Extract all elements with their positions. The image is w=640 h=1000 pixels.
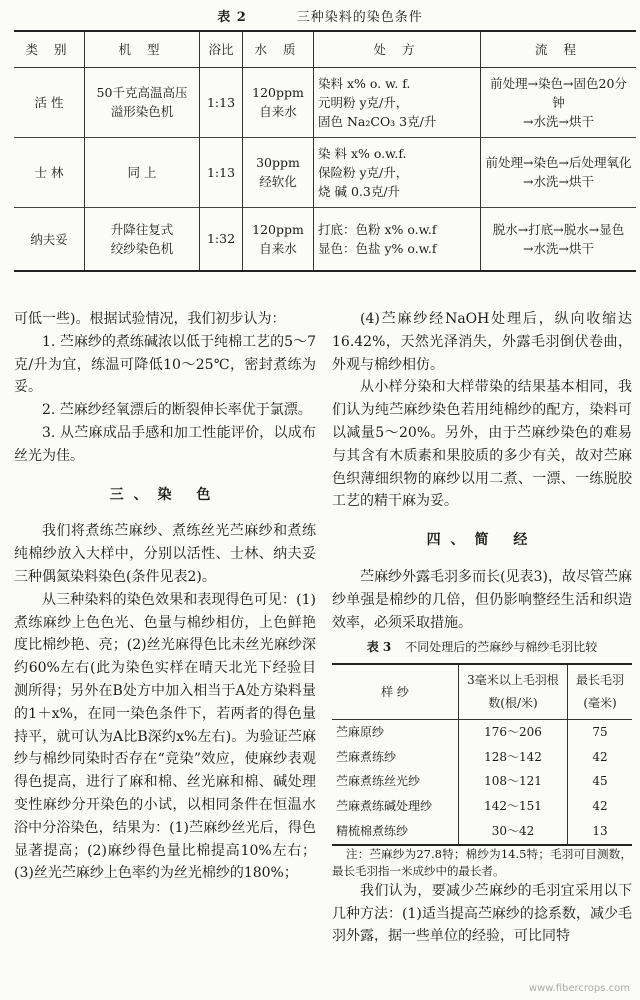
table-row [332, 719, 632, 744]
table2-row [14, 137, 636, 207]
cell-line: 脱水→打底→脱水→显色 [492, 221, 625, 237]
cell-line: 30ppm [256, 155, 300, 170]
paragraph: 可低一些)。根据试验情况，我们初步认为： [14, 311, 286, 327]
table2-cell-recipe [314, 207, 481, 271]
table3-cell-count: 30～42 [459, 819, 568, 845]
table2-header-recipe: 处 方 [314, 31, 481, 67]
cell-line: 前处理→染色→固色20分钟 [490, 75, 627, 110]
cell-line: 50千克高温高压 [96, 85, 188, 100]
cell-line: 同 上 [127, 164, 157, 180]
paragraph: 从小样分染和大样带染的结果基本相同，我们认为纯苎麻纱染色若用纯棉纱的配方，染料可以减量5～20%。另外，由于苎麻纱染色的难易与其含有木质素和果胶质的多少有关，故对苎麻色织薄细织物的麻纱以用二煮、一漂、一练脱胶工艺的精干麻为妥。 [332, 379, 632, 510]
table3-header-max: 最长毛羽(毫米) [568, 664, 633, 719]
table2-cell-water [243, 207, 314, 271]
cell-line: →水洗→烘干 [523, 240, 594, 256]
table2-cell-machine [85, 137, 200, 207]
table2-cell-machine [85, 67, 200, 137]
table2-cell-process [481, 207, 637, 271]
watermark: www.fibercrops.com [528, 983, 630, 994]
cell-line: 120ppm [252, 85, 304, 100]
table3-cell-sample: 精梳棉煮练纱 [336, 823, 409, 838]
list-item: 1. 苎麻纱的煮练碱浓以低于纯棉工艺的5～7克/升为宜，练温可降低10～25℃，密封煮练为妥。 [14, 333, 316, 396]
table2-cell-water [243, 137, 314, 207]
table-row [332, 745, 632, 770]
cell-line: 打底：色粉 x% o.w.f [318, 221, 437, 237]
section-heading-warping: 四、简 经 [426, 532, 538, 549]
table3-cell-count: 108～121 [459, 769, 568, 794]
table3 [332, 663, 632, 846]
table3-cell-sample: 苎麻原纱 [336, 724, 385, 739]
cell-line: 烧 碱 0.3克/升 [318, 183, 401, 199]
cell-line: 经软化 [259, 174, 297, 189]
table2-header-machine: 机 型 [85, 31, 200, 67]
table2-cell-type: 士 林 [34, 165, 64, 180]
cell-line: 染 料 x% o.w.f. [318, 145, 407, 161]
table2-header-process: 流 程 [481, 31, 637, 67]
table2-cell-ratio: 1:13 [200, 137, 243, 207]
table3-cell-max: 42 [568, 745, 633, 770]
table2-header-type: 类 别 [25, 42, 73, 58]
table2-label: 表 2 [217, 10, 247, 25]
paragraph: 我们将煮练苎麻纱、煮练丝光苎麻纱和煮练纯棉纱放入大样中，分别以活性、士林、纳夫妥三种偶氮染料染色(条件见表2)。 [14, 523, 316, 585]
table3-cell-count: 142～151 [459, 794, 568, 819]
table3-cell-sample: 苎麻煮练碱处理纱 [336, 799, 433, 814]
table2-cell-machine [85, 207, 200, 271]
table-row [332, 769, 632, 794]
table3-header-count: 3毫米以上毛羽根数(根/米) [459, 664, 568, 719]
table3-cell-count: 128～142 [459, 745, 568, 770]
cell-line: 升降往复式 [110, 221, 174, 237]
cell-line: 保险粉 y克/升， [318, 164, 409, 180]
cell-line: 自来水 [259, 240, 297, 256]
table3-title: 不同处理后的苎麻纱与棉纱毛羽比较 [405, 640, 598, 655]
cell-line: 元明粉 y克/升， [318, 94, 409, 110]
table2-row [14, 67, 636, 137]
cell-line: 绞纱染色机 [110, 240, 174, 256]
table2-cell-process [481, 67, 637, 137]
table2 [14, 30, 636, 272]
section-heading-dyeing: 三、染 色 [109, 486, 221, 503]
table2-cell-type: 活 性 [34, 95, 64, 110]
cell-line: 前处理→染色→后处理氧化 [485, 155, 632, 170]
table2-row [14, 207, 636, 271]
table2-caption [0, 6, 640, 25]
table3-caption [332, 636, 632, 659]
cell-line: 溢形染色机 [110, 104, 174, 119]
table3-cell-sample: 苎麻煮练丝光纱 [336, 774, 421, 789]
cell-line: →水洗→烘干 [523, 113, 594, 129]
table3-header-sample: 样 纱 [381, 684, 409, 699]
cell-line: 固色 Na₂CO₃ 3克/升 [318, 113, 437, 129]
table2-header-water: 水 质 [243, 31, 314, 67]
paragraph: 从三种染料的染色效果和表现得色可见：(1)煮练麻纱上色色光、色量与棉纱相仿，上色鲜艳度比棉纱艳、亮；(2)丝光麻得色比未丝光麻纱深约60%左右(此为染色实样在晴天北光下经验目测所得；另外在B处方中加入相当于A处方染料量的1＋x%，在同一染色条件下，若两者的得色量持平，就可认为A比B深约x%左右)。为验证苎麻纱与棉纱同染时否存在“竞染”效应，使麻纱表观得色提高，进行了麻和棉、丝光麻和棉、碱处理变性麻纱分开染色的小试，以相同条件在恒温水浴中分浴染色，结果为：(1)苎麻纱丝光后，得色显著提高；(2)麻纱得色量比棉提高10%左右；(3)丝光苎麻纱上色率约为丝光棉纱的180%； [14, 591, 316, 882]
table3-cell-sample: 苎麻煮练纱 [336, 749, 397, 764]
table2-title: 三种染料的染色条件 [296, 10, 423, 25]
table2-cell-recipe [314, 137, 481, 207]
cell-line: 自来水 [259, 104, 297, 119]
cell-line: 染料 x% o. w. f. [318, 75, 411, 91]
table-row [332, 794, 632, 819]
table3-header-row [332, 664, 632, 719]
paragraph: 苎麻纱外露毛羽多而长(见表3)，故尽管苎麻纱单强是棉纱的几倍，但仍影响整经生活和织造效率，必须采取措施。 [332, 568, 632, 631]
table-row [332, 819, 632, 845]
right-column [332, 308, 632, 948]
table2-cell-process [481, 137, 637, 207]
paragraph: (4)苎麻纱经NaOH处理后，纵向收缩达16.42%，天然光泽消失，外露毛羽倒伏卷曲，外观与棉纱相仿。 [332, 311, 632, 373]
cell-line: 120ppm [252, 221, 304, 237]
list-item: 3. 从苎麻成品手感和加工性能评价，以成布丝光为佳。 [14, 424, 316, 464]
table3-cell-max: 75 [568, 719, 633, 744]
left-column [14, 308, 316, 885]
table3-cell-max: 42 [568, 794, 633, 819]
table3-cell-max: 13 [568, 819, 633, 845]
table2-header-ratio: 浴比 [200, 31, 243, 67]
table2-cell-type: 纳夫妥 [30, 231, 68, 247]
cell-line: →水洗→烘干 [523, 174, 594, 189]
table2-cell-ratio: 1:32 [200, 207, 243, 271]
list-item: 2. 苎麻纱经氧漂后的断裂伸长率优于氯漂。 [42, 402, 312, 419]
table2-cell-recipe [314, 67, 481, 137]
table3-label: 表 3 [366, 640, 392, 655]
table2-cell-water [243, 67, 314, 137]
table3-cell-count: 176～206 [459, 719, 568, 744]
paragraph: 我们认为，要减少苎麻纱的毛羽宜采用以下几种方法：(1)适当提高苎麻纱的捻系数，减少毛羽外露，据一些单位的经验，可比同特 [332, 882, 632, 945]
table2-cell-ratio: 1:13 [200, 67, 243, 137]
cell-line: 显色：色盐 y% o.w.f [318, 240, 437, 256]
table3-note: 注：苎麻纱为27.8特；棉纱为14.5特；毛羽可目测数，最长毛羽指一米成纱中的最长者。 [332, 846, 632, 878]
table2-header-row [14, 31, 636, 67]
table3-cell-max: 45 [568, 769, 633, 794]
